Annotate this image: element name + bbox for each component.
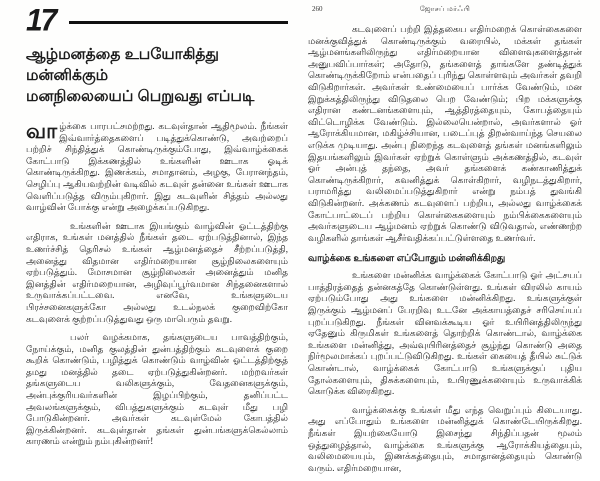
right-page [308,4,582,481]
left-page [26,3,288,455]
chapter-title-line2: மனநிலையைப் பெறுவது எப்படி [26,88,255,105]
paragraph [26,121,288,214]
page-header [308,4,582,16]
drop-cap: வா [26,120,58,143]
section-heading: வாழ்க்கை உங்களை எப்போதும் மன்னிக்கிறது [308,253,506,265]
paragraph: உங்களை மன்னிக்க வாழ்க்கைக் கோட்பாடு ஓர் அட்சயப் பாத்திரத்தைத் தன்னகத்தே கொண்டுள்ளது. உங்கள் விரலில் காயம் ஏற்படும்போது அது உங்களை மன்னிக்கிறது. உங்களுக்குள் இருக்கும் ஆழ்மனப் பேரறிவு உடனே அக்காயத்தைச் சரிசெய்யப் புறப்படுகிறது. நீங்கள் வினவக்கூடிய ஓர் உயிரினத்திலிருந்து ஏதேனும் கிருமிகள் உங்களைத் தொற்றிக் கொண்டால், வாழ்க்கை உங்களை மன்னித்து, அவ்வுயிரினத்தைச் சூழ்ந்து கொண்டு அதை நிர்மூலமாக்கப் புறப்பட்டுவிடுகிறது. உங்கள் கையைத் தீயில் சுட்டுக் கொண்டால், வாழ்க்கைக் கோட்பாடு உங்களுக்குப் புதிய தோல்களையும், திசுக்களையும், உயிரணுக்களையும் உருவாக்கிக் கொடுக்க விரைகிறது. [308,270,582,397]
chapter-rule [69,21,288,24]
paragraph: உங்களின் ஊடாக இயங்கும் வாழ்வின் ஓட்டத்திற்கு எதிராக, உங்கள் மனத்தில் நீங்கள் தடை ஏற்படுத்தினால், இந்த உணர்ச்சித் தெரிசல் உங்கள் ஆழ்மனத்தைச் சீற்றப்படுத்தி, அனைத்து விதமான எதிர்மறையான சூழ்நிலைகளையும் ஏற்படுத்தும். மோசமான சூழ்நிலைகள் அனைத்தும் மனித இனத்தின் எதிர்மறையான, அழிவுப்பூர்வமான சிந்தனைகளால் உருவாக்கப்பட்டவை. எனவே, உங்களுடைய பிரச்சனைகளுக்கோ அல்லது உடல்நலக் குறைவிற்கோ கடவுளைக் குற்றப்படுத்துவது ஒரு மாபெரும் தவறு. [26,220,288,324]
paragraph: பலர் வழக்கமாக, தங்களுடைய பாவத்திற்கும், நோய்க்கும், மனித குலத்தின் துன்பத்திற்கும் கடவுளைக் குறை கூறிக் கொண்டும், பழித்துக் கொண்டும் வாழ்வின் ஓட்டத்திற்குத் தமது மனத்தில் தடை ஏற்படுத்துகின்றனர். மற்றவர்கள் தங்களுடைய வலிகளுக்கும், வேதனைகளுக்கும், அன்புக்குரியவர்களின் இழப்பிற்கும், தனிப்பட்ட அவலங்களுக்கும், விபத்துகளுக்கும் கடவுள் மீது பழி போடுகின்றனர். அவர்கள் கடவுள்மேல் கோபத்தில் இருக்கின்றனர். கடவுள்தான் தங்கள் துன்பங்களுக்கெல்லாம் காரணம் என்றும் நம்புகின்றனர்! [26,332,288,447]
paragraph: கடவுளைப் பற்றி இத்தகைய எதிர்மறைக் கொள்கைகளை மனக்குவித்துக் கொண்டிருக்கும் வரையில், மக்கள் தங்கள் ஆழ்மனங்களிலிருந்து எதிர்மறையான விளைவுகளைத்தான் அனுபவிப்பார்கள்; அதோடு, தங்களைத் தாங்களே தண்டித்துக் கொண்டிருக்கிறோம் என்பதைப் புரிந்து கொள்ளவும் அவர்கள் தவறி விடுகிறார்கள். அவர்கள் உண்மையைப் பார்க்க வேண்டும், மன இறுக்கத்திலிருந்து விடுதலை பெற வேண்டும்; பிற மக்களுக்கு எதிரான கண்டனங்களையும், ஆத்திரத்தையும், கோபத்தையும் விட்டொழிக்க வேண்டும். இல்லையென்றால், அவர்களால் ஓர் ஆரோக்கியமான, மகிழ்ச்சியான, படைப்புத் திறன்வாய்ந்த செயலை எடுக்க முடியாது. அன்பு நிறைந்த கடவுளைத் தங்கள் மனங்களிலும் இதயங்களிலும் இவர்கள் ஏற்றுக் கொள்ளும் அக்கணத்தில், கடவுள் ஓர் அன்புத் தந்தை, அவர் தங்களைக் கண்காணித்துக் கொண்டிருக்கிறார், கவனித்துக் கொள்கிறார், வழிநடத்துகிறார், பராமரித்து வலிமைப்படுத்துகிறார் என்று நம்பத் துவங்கி விடுகின்றனர். அக்கணம் கடவுளைப் பற்றிய, அல்லது வாழ்க்கைக் கோட்பாட்டைப் பற்றிய கொள்கைகளையும் நம்பிக்கைகளையும் அவர்களுடைய ஆழ்மனம் ஏற்றுக் கொண்டு விடுவதால், எண்ணற்ற வழிகளில் தாங்கள் ஆசீர்வதிக்கப்பட்டுள்ளதை உணர்வர். [308,24,582,243]
paragraph: வாழ்க்கைக்கு உங்கள் மீது எந்த வெறுப்பும் கிடையாது. அது எப்போதும் உங்களை மன்னித்துக் கொண்டேயிருக்கிறது. நீங்கள் இயற்கையோடு இசைந்து சிந்திப்பதன் மூலம் ஒத்துழைத்தால், வாழ்க்கை உங்களுக்கு ஆரோக்கியத்தையும், வலிமையையும், இணக்கத்தையும், சமாதானத்தையும் கொண்டு வரும். எதிர்மறையான, [308,404,582,473]
page-number: 260 [312,5,323,13]
running-head: ஜோசப் மர்ஃபி [419,5,471,13]
chapter-title-line1: ஆழ்மனத்தை உபயோகித்து மன்னிக்கும் [26,46,219,84]
paragraph-text: ழ்க்கை பாரபட்சமற்றது. கடவுள்தான் ஆதிமூலம். நீங்கள் இவ்வார்த்தைகளைப் படித்துக்கொண்டு, அவற்றைப் பற்றிச் சிந்தித்துக் கொண்டிருக்கும்போது, இவ்வாழ்க்கைக் கோட்பாடு இக்கணத்தில் உங்களின் ஊடாக ஓடிக் கொண்டிருக்கிறது. இணக்கம், சமாதானம், அழகு, பேரானந்தம், செழிப்பு ஆகியவற்றின் வடிவில் கடவுள் தன்னை உங்கள் ஊடாக வெளிப்படுத்த விரும்புகிறார். இது கடவுளின் சித்தம் அல்லது வாழ்வின் போக்கு என்று அழைக்கப்படுகிறது. [26,121,288,213]
chapter-header [26,3,288,38]
right-page-body [308,24,582,474]
left-page-body [26,121,288,448]
chapter-number: 17 [26,3,56,38]
chapter-title [26,44,288,107]
